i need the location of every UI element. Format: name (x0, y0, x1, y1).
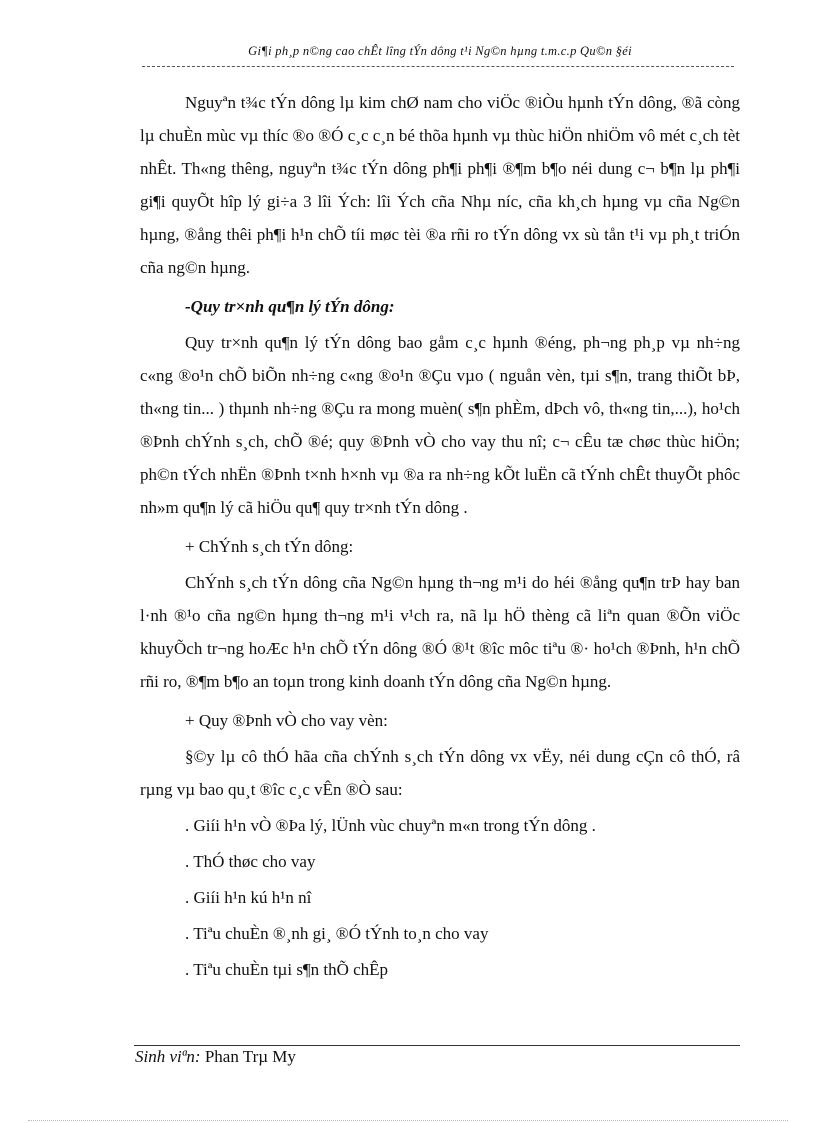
footer-rule (134, 1045, 740, 1046)
page-content (140, 86, 740, 986)
paragraph-credit-principles: Nguyªn t¾c tÝn dông lµ kim chØ nam cho viÖc ®iÒu hµnh tÝn dông, ®ã còng lµ chuÈn mùc vµ thíc ®o ®Ó c¸c c¸n bé thõa hµnh vµ thùc hiÖn nhiÖm vô mét c¸ch tèt nhÊt. Th«ng thêng, nguyªn t¾c tÝn dông ph¶i ph¶i ®¶m b¶o néi dung c¬ b¶n lµ ph¶i gi¶i quyÕt hîp lý gi÷a 3 lîi Ých: lîi Ých cña Nhµ níc, cña kh¸ch hµng vµ cña Ng©n hµng, ®ång thêi ph¶i h¹n chÕ tíi møc tèi ®a rñi ro tÝn dông vx sù tån t¹i vµ ph¸t triÓn cña ng©n hµng. (140, 93, 740, 277)
list-item: . Tiªu chuÈn tµi s¶n thÕ chÊp (185, 960, 389, 979)
list-item: . Giíi h¹n kú h¹n nî (185, 888, 312, 907)
running-header-title: Gi¶i ph¸p n©ng cao chÊt lîng tÝn dông t¹i Ng©n hµng t.m.c.p Qu©n §éi (248, 44, 632, 58)
section-heading-credit-process: -Quy tr×nh qu¶n lý tÝn dông: (185, 297, 395, 316)
subheading-credit-policy: + ChÝnh s¸ch tÝn dông: (185, 537, 354, 556)
subheading-lending-rules: + Quy ®Þnh vÒ cho vay vèn: (185, 711, 388, 730)
header-dashed-rule (142, 66, 734, 67)
footer-student-label: Sinh viªn: (135, 1047, 201, 1066)
paragraph-credit-process: Quy tr×nh qu¶n lý tÝn dông bao gåm c¸c hµnh ®éng, ph¬ng ph¸p vµ nh÷ng c«ng ®o¹n chÕ biÕn nh÷ng c«ng ®o¹n ®Çu vµo ( nguån vèn, tµi s¶n, trang thiÕt bÞ, th«ng tin... ) thµnh nh÷ng ®Çu ra mong muèn( s¶n phÈm, dÞch vô, th«ng tin,...), ho¹ch ®Þnh chÝnh s¸ch, chÕ ®é; quy ®Þnh vÒ cho vay thu nî; c¬ cÊu tæ chøc thùc hiÖn; ph©n tÝch nhËn ®Þnh t×nh h×nh vµ ®a ra nh÷ng kÕt luËn cã tÝnh chÊt thuyÕt phôc nh»m qu¶n lý cã hiÖu qu¶ quy tr×nh tÝn dông . (140, 333, 740, 517)
page-bottom-edge (28, 1120, 788, 1121)
footer-student-name: Phan Trµ My (204, 1047, 296, 1066)
paragraph-credit-policy: ChÝnh s¸ch tÝn dông cña Ng©n hµng th¬ng m¹i do héi ®ång qu¶n trÞ hay ban l·nh ®¹o cña ng©n hµng th¬ng m¹i v¹ch ra, nã lµ hÖ thèng cã liªn quan ®Õn viÖc khuyÕch tr¬ng hoÆc h¹n chÕ tÝn dông ®Ó ®¹t ®îc môc tiªu ®· ho¹ch ®Þnh, h¹n chÕ rñi ro, ®¶m b¶o an toµn trong kinh doanh tÝn dông cña Ng©n hµng. (140, 573, 740, 691)
list-item: . Giíi h¹n vÒ ®Þa lý, lÜnh vùc chuyªn m«n trong tÝn dông . (185, 816, 596, 835)
list-item: . ThÓ thøc cho vay (185, 852, 316, 871)
paragraph-lending-rules: §©y lµ cô thÓ hãa cña chÝnh s¸ch tÝn dông vx vËy, néi dung cÇn cô thÓ, râ rµng vµ bao qu¸t ®îc c¸c vÊn ®Ò sau: (140, 747, 740, 799)
page-footer (135, 1047, 296, 1067)
list-item: . Tiªu chuÈn ®¸nh gi¸ ®Ó tÝnh to¸n cho vay (185, 924, 489, 943)
